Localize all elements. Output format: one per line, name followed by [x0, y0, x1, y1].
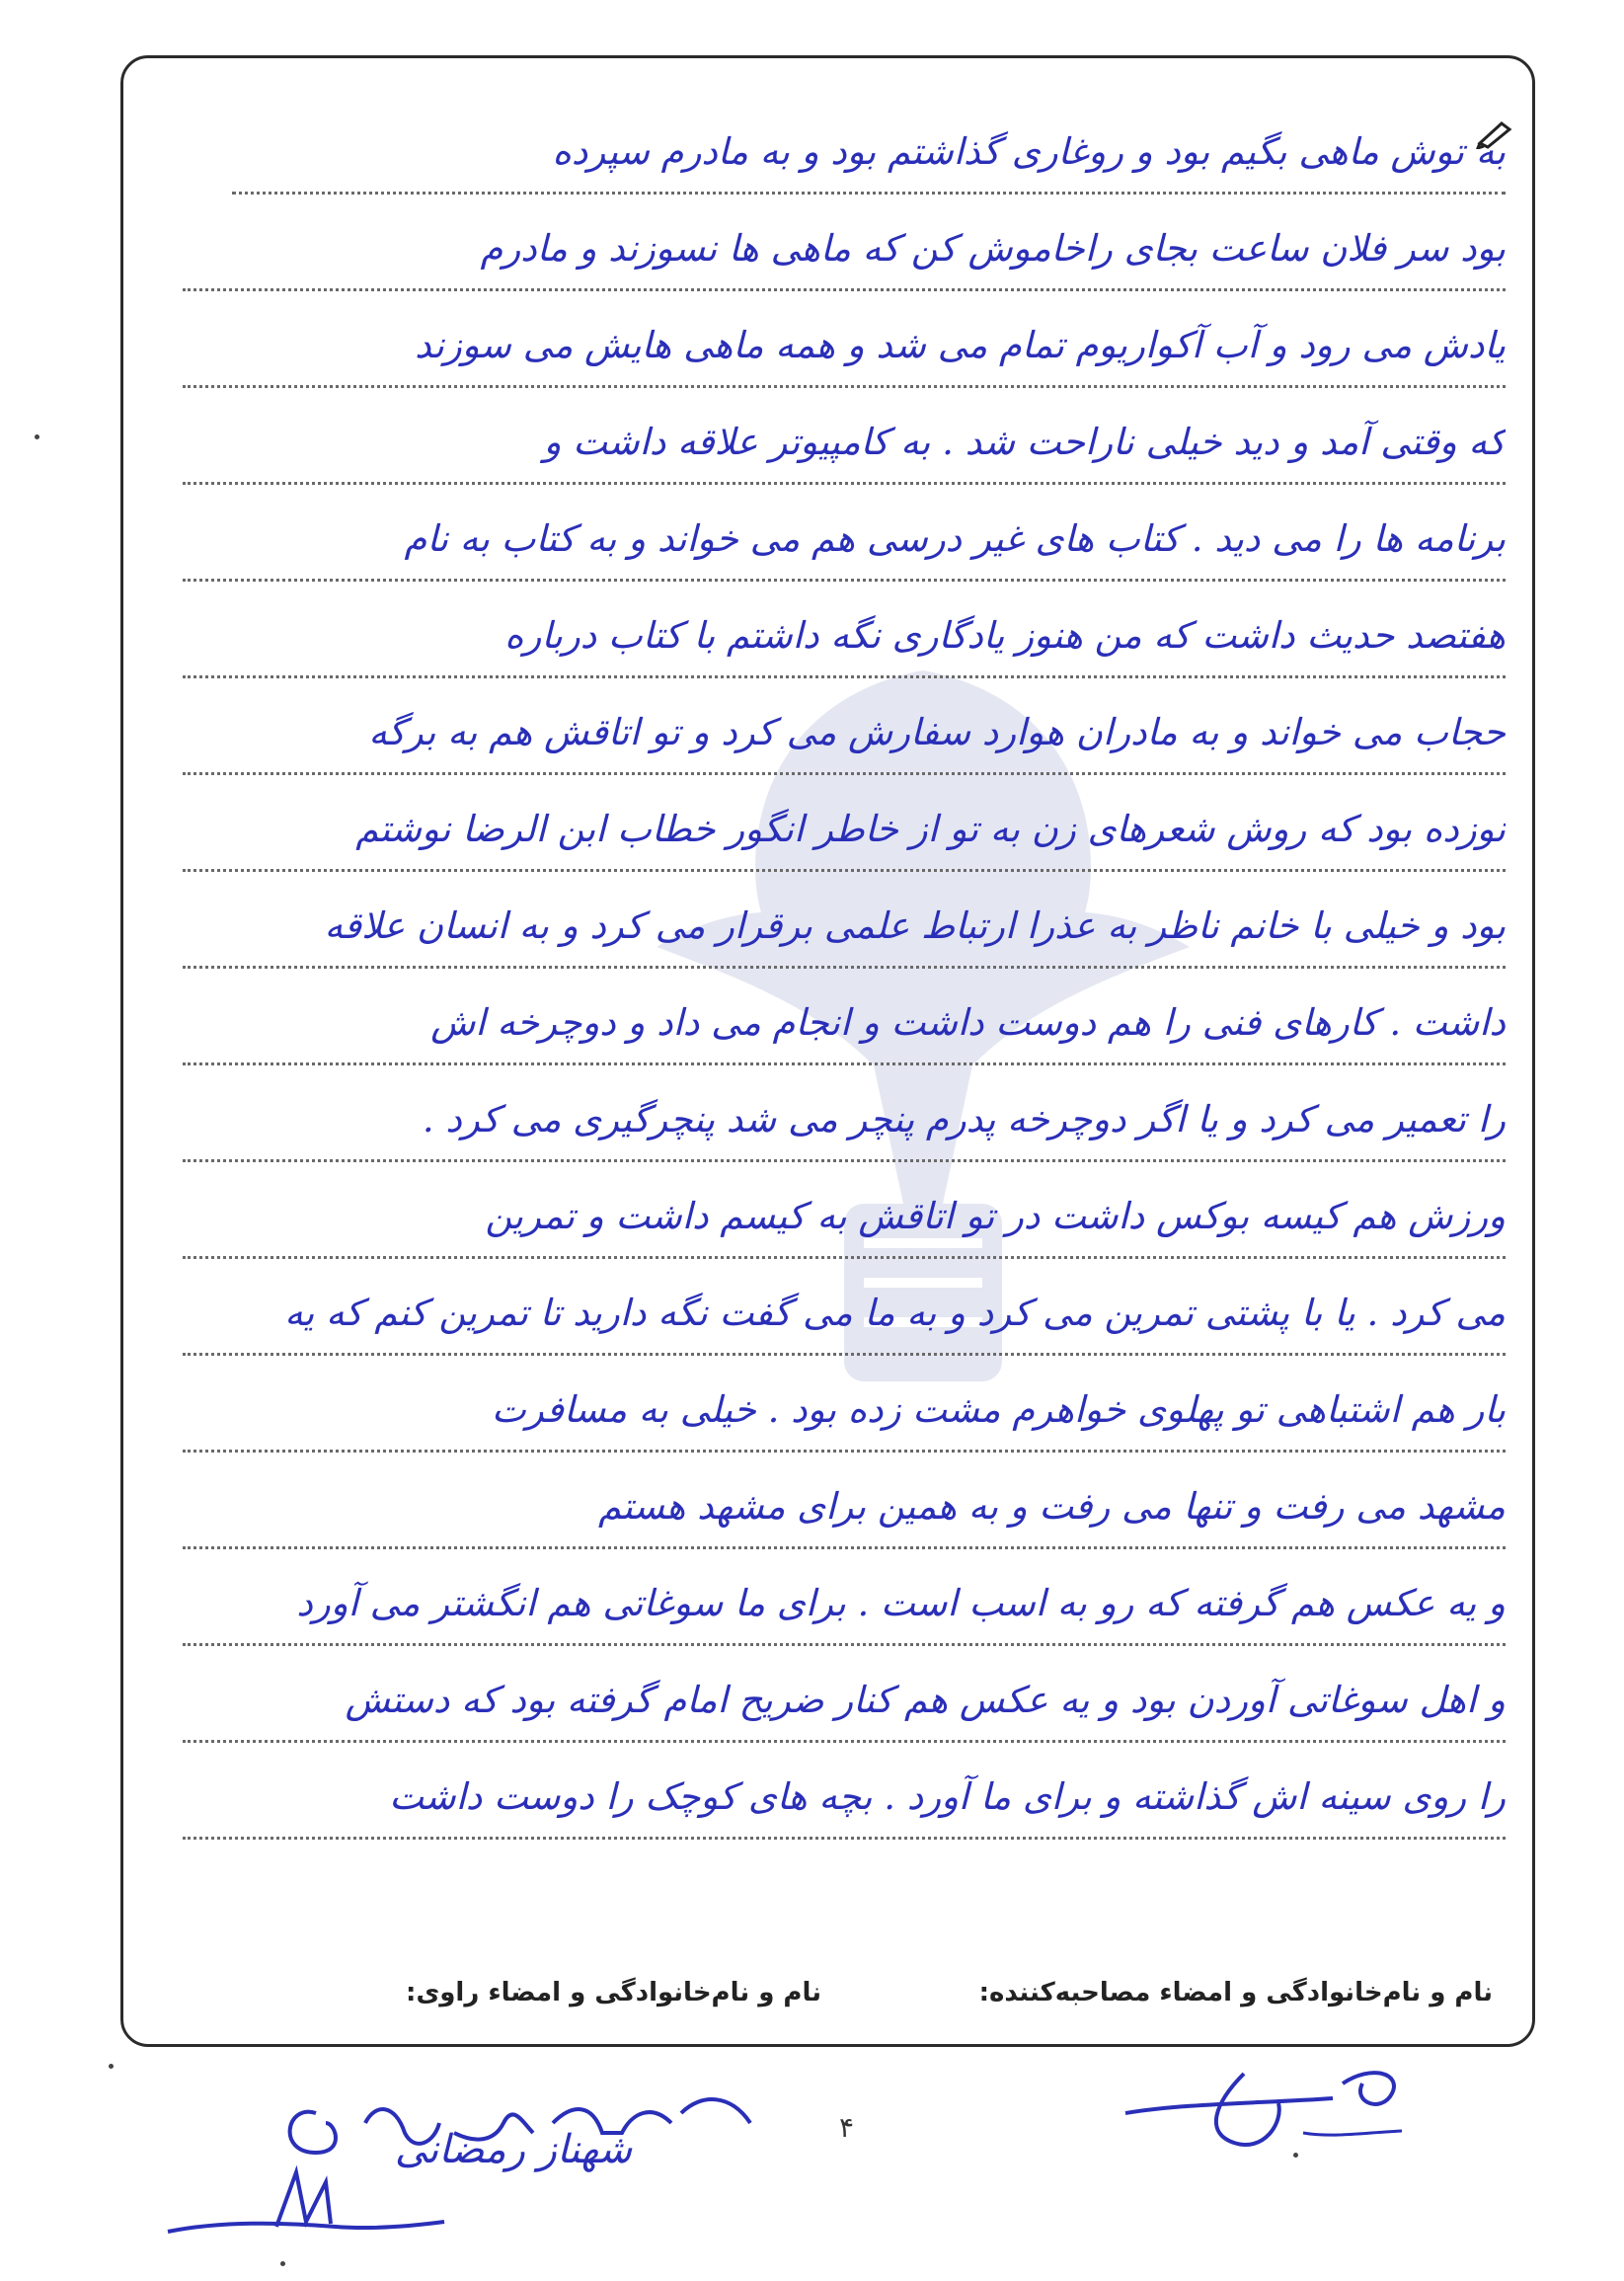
handwritten-line: مشهد می رفت و تنها می رفت و به همین برای مشهد هستم	[183, 1472, 1506, 1549]
handwritten-line: حجاب می خواند و به مادران هوارد سفارش می کرد و تو اتاقش هم به برگه	[183, 698, 1506, 775]
handwritten-line: به توش ماهی بگیم بود و روغاری گذاشتم بود و به مادرم سپرده	[232, 118, 1506, 195]
handwritten-line: هفتصد حدیث داشت که من هنوز یادگاری نگه داشتم با کتاب درباره	[183, 601, 1506, 678]
handwritten-line: ورزش هم کیسه بوکس داشت در تو اتاقش به کیسم داشت و تمرین	[183, 1182, 1506, 1259]
handwritten-line: را روی سینه اش گذاشته و برای ما آورد . بچه های کوچک را دوست داشت	[183, 1763, 1506, 1840]
page-frame	[120, 55, 1535, 2047]
speck	[35, 434, 39, 439]
handwritten-line: را تعمیر می کرد و یا اگر دوچرخه پدرم پنچر می شد پنچرگیری می کرد .	[183, 1085, 1506, 1162]
handwritten-line: می کرد . یا با پشتی تمرین می کرد و به ما می گفت نگه دارید تا تمرین کنم که یه	[183, 1279, 1506, 1356]
narrator-signature-text: شهناز رمضانی	[394, 2127, 633, 2172]
handwritten-line: بود و خیلی با خانم ناظر به عذرا ارتباط علمی برقرار می کرد و به انسان علاقه	[183, 892, 1506, 969]
handwritten-line: نوزده بود که روش شعرهای زن به تو از خاطر انگور خطاب ابن الرضا نوشتم	[183, 795, 1506, 872]
handwritten-line: بار هم اشتباهی تو پهلوی خواهرم مشت زده بود . خیلی به مسافرت	[183, 1376, 1506, 1453]
interviewer-signature-label: نام و نام‌خانوادگی و امضاء مصاحبه‌کننده:	[978, 1978, 1493, 2007]
narrator-signature-label: نام و نام‌خانوادگی و امضاء راوی:	[406, 1978, 821, 2007]
handwritten-line: که وقتی آمد و دید خیلی ناراحت شد . به کامپیوتر علاقه داشت و	[183, 408, 1506, 485]
speck	[1293, 2153, 1298, 2158]
handwritten-line: برنامه ها را می دید . کتاب های غیر درسی هم می خواند و به کتاب به نام	[183, 505, 1506, 582]
handwritten-line: و یه عکس هم گرفته که رو به اسب است . برای ما سوغاتی هم انگشتر می آورد	[183, 1569, 1506, 1646]
handwritten-line: یادش می رود و آب آکواریوم تمام می شد و همه ماهی هایش می سوزند	[183, 311, 1506, 388]
handwritten-line: و اهل سوغاتی آوردن بود و یه عکس هم کنار ضریح امام گرفته بود که دستش	[183, 1666, 1506, 1743]
handwritten-line: بود سر فلان ساعت بجای راخاموش کن که ماهی ها نسوزند و مادرم	[183, 214, 1506, 291]
narrator-initials-signature	[158, 2153, 454, 2251]
handwritten-line: داشت . کارهای فنی را هم دوست داشت و انجام می داد و دوچرخه اش	[183, 988, 1506, 1065]
interviewer-signature	[1106, 2044, 1431, 2163]
speck	[109, 2064, 114, 2069]
speck	[280, 2261, 285, 2266]
page-number: ۴	[839, 2111, 855, 2144]
signature-footer	[123, 1964, 1532, 2023]
